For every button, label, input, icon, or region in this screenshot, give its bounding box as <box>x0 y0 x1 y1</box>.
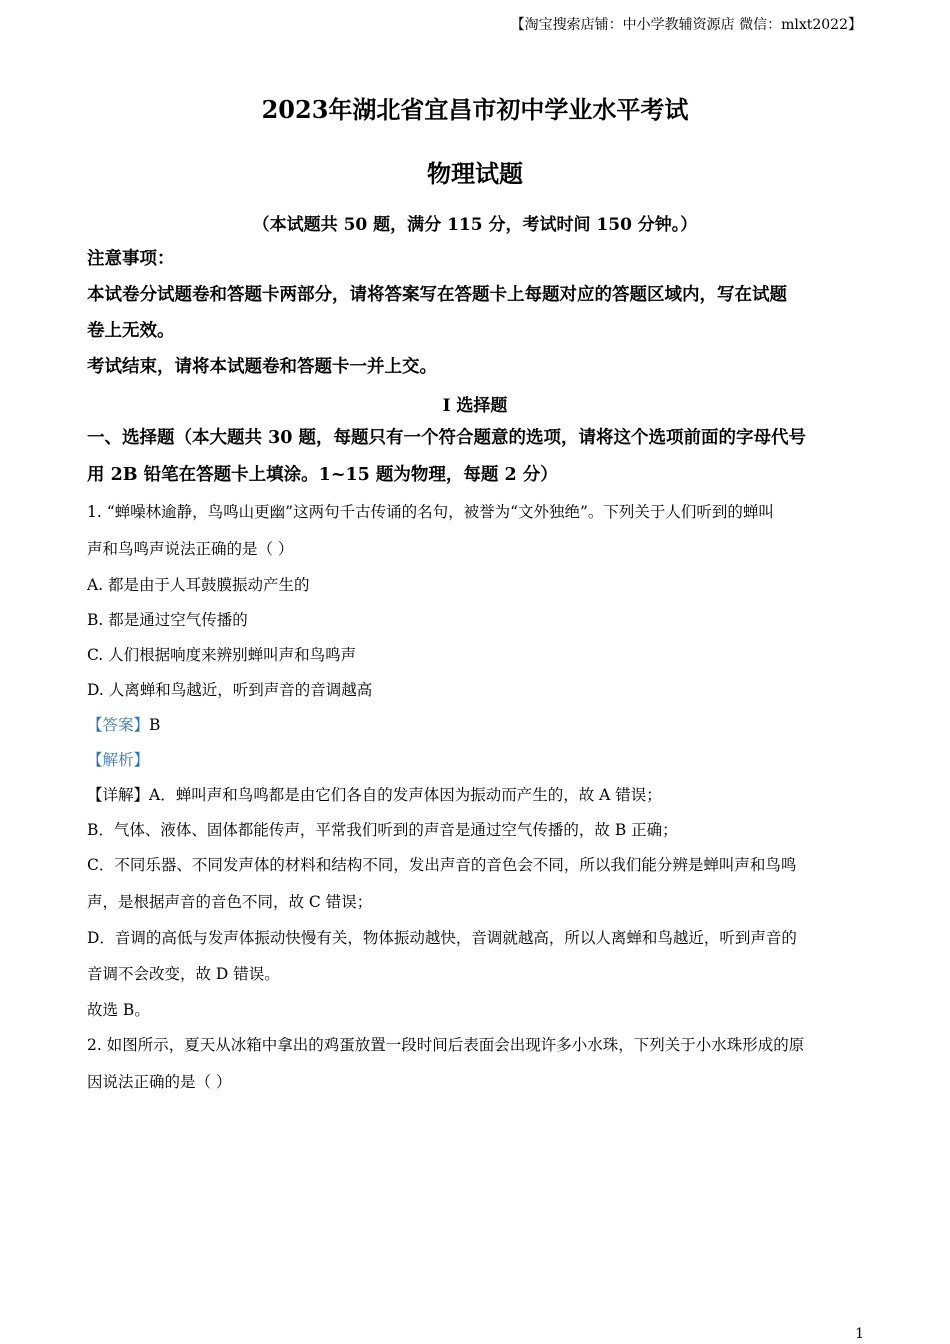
answer-value: B <box>149 716 161 734</box>
question-2-stem-line-1: 2. 如图所示，夏天从冰箱中拿出的鸡蛋放置一段时间后表面会出现许多小水珠，下列关于小水珠形成的原 <box>87 1036 805 1054</box>
question-2-stem-line-2: 因说法正确的是（ ） <box>87 1073 232 1091</box>
question-1-stem-line-1: 1. “蝉噪林逾静，鸟鸣山更幽”这两句千古传诵的名句，被誉为“文外独绝”。下列关于人们听到的蝉叫 <box>87 503 774 521</box>
detail-c-line-2: 声，是根据声音的音色不同，故 C 错误； <box>87 893 373 911</box>
exam-title: 2023年湖北省宜昌市初中学业水平考试 <box>261 95 689 124</box>
conclusion: 故选 B。 <box>87 1001 150 1019</box>
detail-label: 【详解】 <box>87 786 150 804</box>
answer-row <box>87 715 863 735</box>
question-1-stem-line-2: 声和鸟鸣声说法正确的是（ ） <box>87 540 294 558</box>
question-1-option-d: D. 人离蝉和鸟越近，听到声音的音调越高 <box>87 681 373 699</box>
section-title: I 选择题 <box>442 396 508 416</box>
page-number: 1 <box>855 1326 864 1342</box>
notes-heading: 注意事项： <box>87 249 175 269</box>
detail-a: A．蝉叫声和鸟鸣都是由它们各自的发声体因为振动而产生的，故 A 错误； <box>149 786 662 804</box>
answer-label: 【答案】 <box>87 716 150 734</box>
question-1-option-a: A. 都是由于人耳鼓膜振动产生的 <box>87 576 310 594</box>
notes-line-2: 卷上无效。 <box>87 321 175 341</box>
question-1-option-c: C. 人们根据响度来辨别蝉叫声和鸟鸣声 <box>87 646 357 664</box>
question-1-option-b: B. 都是通过空气传播的 <box>87 611 248 629</box>
detail-b: B．气体、液体、固体都能传声，平常我们听到的声音是通过空气传播的，故 B 正确； <box>87 821 678 839</box>
detail-d-line-1: D．音调的高低与发声体振动快慢有关，物体振动越快，音调就越高，所以人离蝉和鸟越近，听到声音的 <box>87 929 797 947</box>
analysis-label: 【解析】 <box>87 751 150 769</box>
section-intro-line-1: 一、选择题（本大题共 30 题，每题只有一个符合题意的选项，请将这个选项前面的字母代号 <box>87 428 807 448</box>
exam-subtitle: 物理试题 <box>427 159 523 188</box>
exam-info: （本试题共 50 题，满分 115 分，考试时间 150 分钟。） <box>252 215 698 235</box>
section-intro-line-2: 用 2B 铅笔在答题卡上填涂。1~15 题为物理，每题 2 分） <box>87 465 558 485</box>
notes-line-1: 本试卷分试题卷和答题卡两部分，请将答案写在答题卡上每题对应的答题区域内，写在试题 <box>87 285 787 305</box>
detail-a-row <box>87 785 863 805</box>
store-header-note: 【淘宝搜索店铺：中小学教辅资源店 微信：mlxt2022】 <box>510 17 862 33</box>
detail-c-line-1: C．不同乐器、不同发声体的材料和结构不同，发出声音的音色会不同，所以我们能分辨是蝉叫声和鸟鸣 <box>87 856 797 874</box>
notes-line-3: 考试结束，请将本试题卷和答题卡一并上交。 <box>87 357 437 377</box>
detail-d-line-2: 音调不会改变，故 D 错误。 <box>87 965 280 983</box>
